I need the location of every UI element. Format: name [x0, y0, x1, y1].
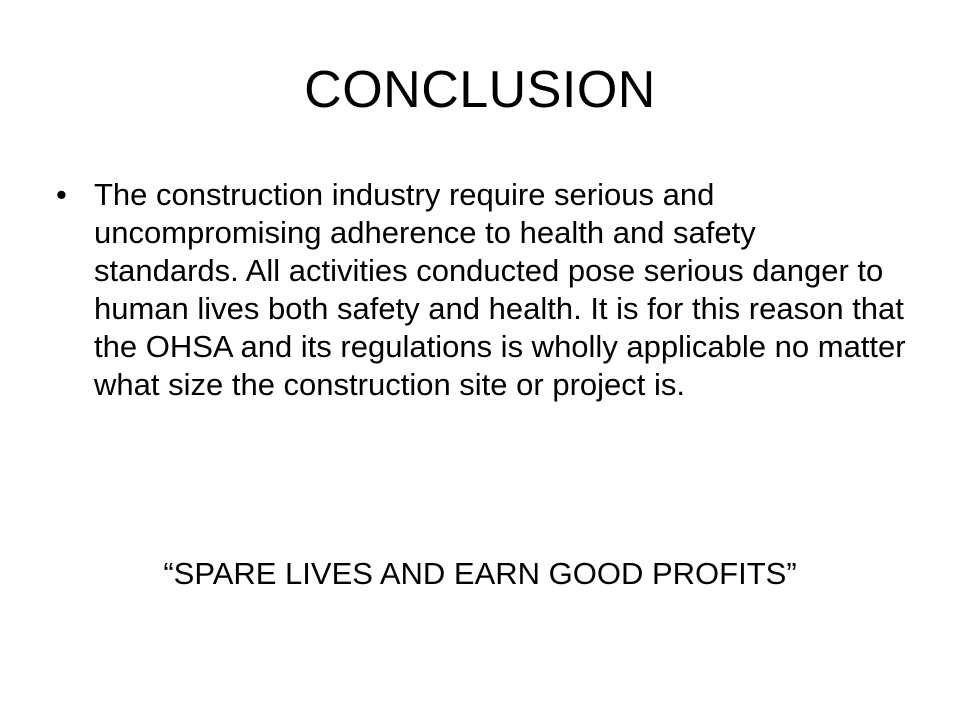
closing-quote: “SPARE LIVES AND EARN GOOD PROFITS”	[163, 556, 797, 591]
bullet-text: The construction industry require serious and uncompromising adherence to health and safety standards. All activities conducted pose serious danger to human lives both safety and health. It is for this reason that the OHSA and its regulations is wholly applicable no matter what size the construction site or project is.	[94, 177, 906, 402]
bullet-item	[56, 176, 906, 404]
slide-title: CONCLUSION	[304, 61, 656, 119]
bullet-marker-icon: •	[56, 177, 67, 212]
bullet-list	[56, 176, 906, 404]
